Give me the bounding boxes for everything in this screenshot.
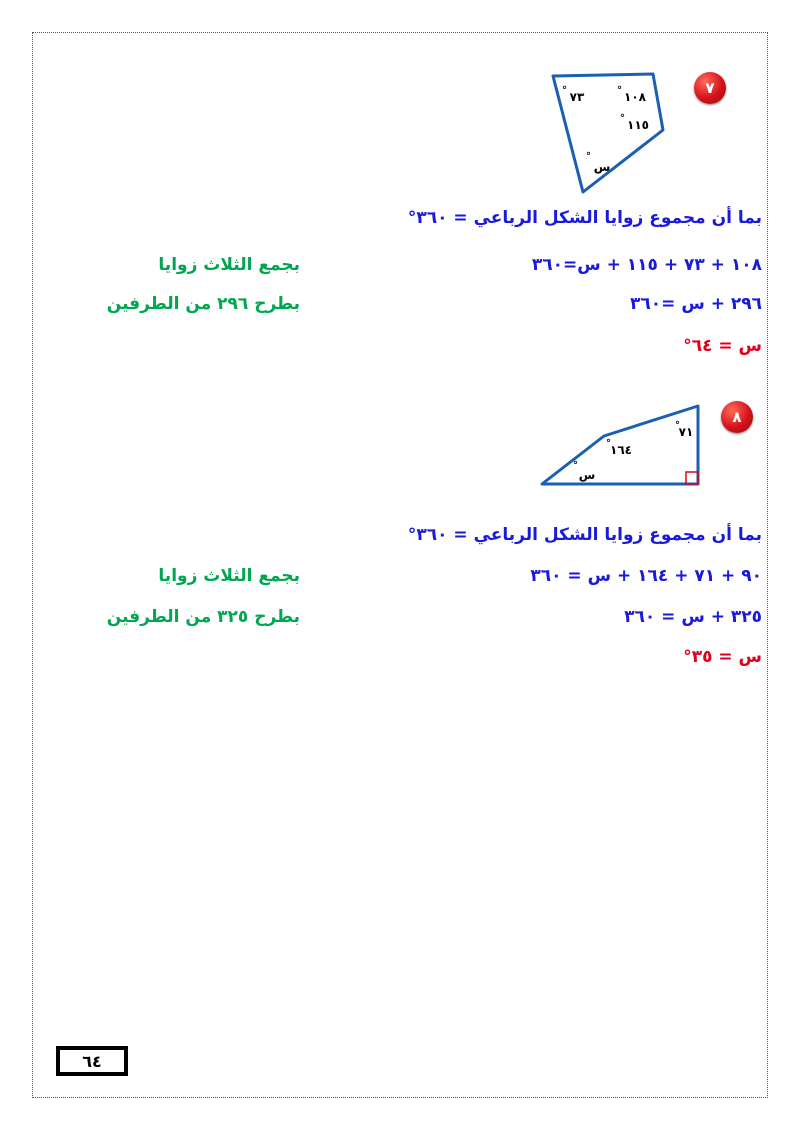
problem-8-quadrilateral (536, 402, 706, 492)
angle-label-71: ٧١ (678, 425, 694, 439)
degree-mark: ° (573, 460, 578, 471)
problem-7-quadrilateral (545, 68, 675, 198)
problem-7-step1: ١٠٨ + ٧٣ + ١١٥ + س=٣٦٠ (531, 255, 762, 275)
problem-7-result: س = ٦٤° (683, 336, 762, 356)
degree-mark: ° (617, 85, 622, 96)
problem-7-number-badge (694, 72, 726, 104)
problem-7-statement: بما أن مجموع زوايا الشكل الرباعي = ٣٦٠° (407, 208, 762, 228)
problem-7-step2: ٢٩٦ + س =٣٦٠ (630, 294, 762, 314)
degree-mark: ° (675, 420, 680, 431)
degree-mark: ° (606, 438, 611, 449)
angle-label-164: ١٦٤ (610, 443, 632, 457)
angle-label-73: ٧٣ (569, 90, 585, 104)
problem-8-step2-note: بطرح ٣٢٥ من الطرفين (106, 607, 300, 627)
problem-7-step2-note: بطرح ٢٩٦ من الطرفين (106, 294, 300, 314)
problem-7-number: ٧ (705, 79, 715, 97)
problem-8-step1: ٩٠ + ٧١ + ١٦٤ + س = ٣٦٠ (530, 566, 762, 586)
page-number-box (56, 1046, 128, 1076)
problem-7-step1-note: بجمع الثلاث زوايا (158, 255, 300, 275)
degree-mark: ° (586, 151, 591, 162)
page-number: ٦٤ (82, 1051, 102, 1071)
problem-8-step2: ٣٢٥ + س = ٣٦٠ (624, 607, 762, 627)
angle-label-108: ١٠٨ (624, 90, 646, 104)
angle-label-x: س (593, 160, 611, 174)
problem-8-statement: بما أن مجموع زوايا الشكل الرباعي = ٣٦٠° (407, 525, 762, 545)
problem-8-step1-note: بجمع الثلاث زوايا (158, 566, 300, 586)
angle-label-115: ١١٥ (627, 118, 649, 132)
problem-8-number: ٨ (732, 408, 742, 426)
problem-8-number-badge (721, 401, 753, 433)
degree-mark: ° (562, 85, 567, 96)
degree-mark: ° (620, 113, 625, 124)
angle-label-x: س (578, 468, 596, 482)
problem-8-result: س = ٣٥° (683, 647, 762, 667)
